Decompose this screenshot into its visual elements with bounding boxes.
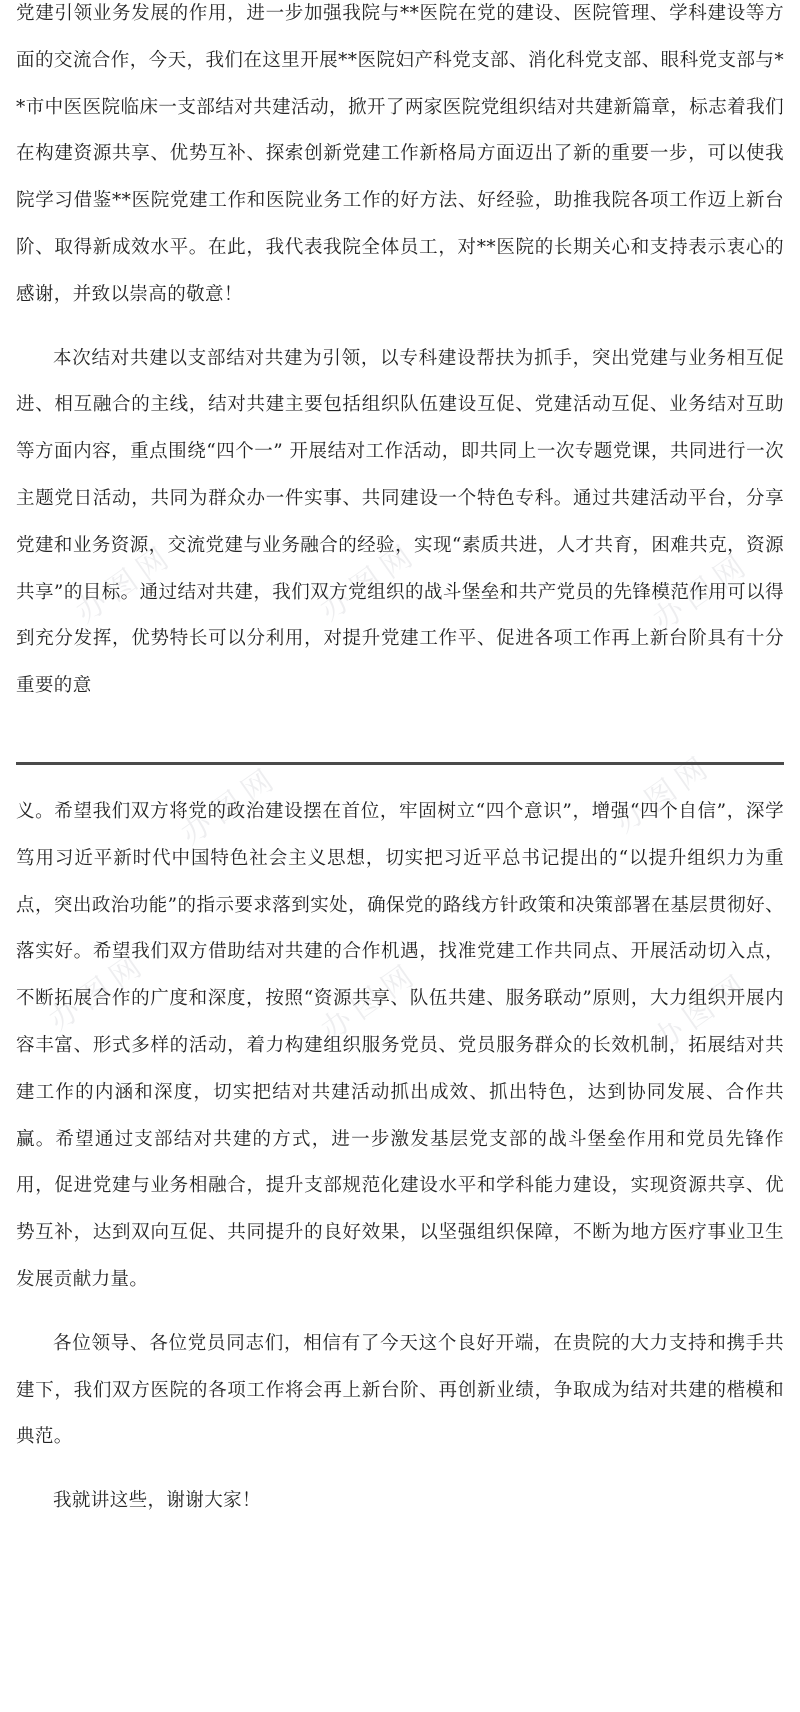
page-divider — [16, 762, 784, 765]
paragraph-closing-address: 各位领导、各位党员同志们，相信有了今天这个良好开端，在贵院的大力支持和携手共建下，我们双方医院的各项工作将会再上新台阶、再创新业绩，争取成为结对共建的楷模和典范。 — [16, 1332, 784, 1448]
page-1 — [16, 0, 784, 710]
watermark-text: 办图网 — [70, 538, 180, 630]
watermark-text: 办图网 — [175, 760, 285, 852]
watermark-text: 办图网 — [647, 966, 757, 1058]
watermark-text: 办图网 — [315, 956, 425, 1048]
watermark-text: 办图网 — [647, 546, 757, 638]
watermark-text: 办图网 — [43, 946, 153, 1038]
watermark-text: 办图网 — [609, 748, 719, 840]
page-2 — [16, 789, 784, 1525]
paragraph-continuation-page2: 义。希望我们双方将党的政治建设摆在首位，牢固树立“四个意识”，增强“四个自信”，深学笃用习近平新时代中国特色社会主义思想，切实把习近平总书记提出的“以提升组织力为重点，突出政治功能”的指示要求落到实处，确保党的路线方针政策和决策部署在基层贯彻好、落实好。希望我们双方借助结对共建的合作机遇，找准党建工作共同点、开展活动切入点，不断拓展合作的广度和深度，按照“资源共享、队伍共建、服务联动”原则，大力组织开展内容丰富、形式多样的活动，着力构建组织服务党员、党员服务群众的长效机制，拓展结对共建工作的内涵和深度，切实把结对共建活动抓出成效、抓出特色，达到协同发展、合作共赢。希望通过支部结对共建的方式，进一步激发基层党支部的战斗堡垒作用和党员先锋作用，促进党建与业务相融合，提升支部规范化建设水平和学科能力建设，实现资源共享、优势互补，达到双向互促、共同提升的良好效果，以坚强组织保障，不断为地方医疗事业卫生发展贡献力量。 — [16, 800, 784, 1290]
paragraph-continuation-page1: 党建引领业务发展的作用，进一步加强我院与**医院在党的建设、医院管理、学科建设等方面的交流合作，今天，我们在这里开展**医院妇产科党支部、消化科党支部、眼科党支部与**市中医医院临床一支部结对共建活动，掀开了两家医院党组织结对共建新篇章，标志着我们在构建资源共享、优势互补、探索创新党建工作新格局方面迈出了新的重要一步，可以使我院学习借鉴**医院党建工作和医院业务工作的好方法、好经验，助推我院各项工作迈上新台阶、取得新成效水平。在此，我代表我院全体员工，对**医院的长期关心和支持表示衷心的感谢，并致以崇高的敬意！ — [16, 3, 784, 305]
paragraph-pairing-overview: 本次结对共建以支部结对共建为引领，以专科建设帮扶为抓手，突出党建与业务相互促进、相互融合的主线，结对共建主要包括组织队伍建设互促、党建活动互促、业务结对互助等方面内容，重点围绕“四个一” 开展结对工作活动，即共同上一次专题党课，共同进行一次主题党日活动，共同为群众办一件实事、共同建设一个特色专科。通过共建活动平台，分享党建和业务资源，交流党建与业务融合的经验，实现“素质共进，人才共育，困难共克，资源共享”的目标。通过结对共建，我们双方党组织的战斗堡垒和共产党员的先锋模范作用可以得到充分发挥，优势特长可以分利用，对提升党建工作平、促进各项工作再上新台阶具有十分重要的意 — [16, 347, 784, 697]
paragraph-thanks: 我就讲这些，谢谢大家！ — [53, 1490, 261, 1512]
watermark-text: 办图网 — [314, 536, 424, 628]
